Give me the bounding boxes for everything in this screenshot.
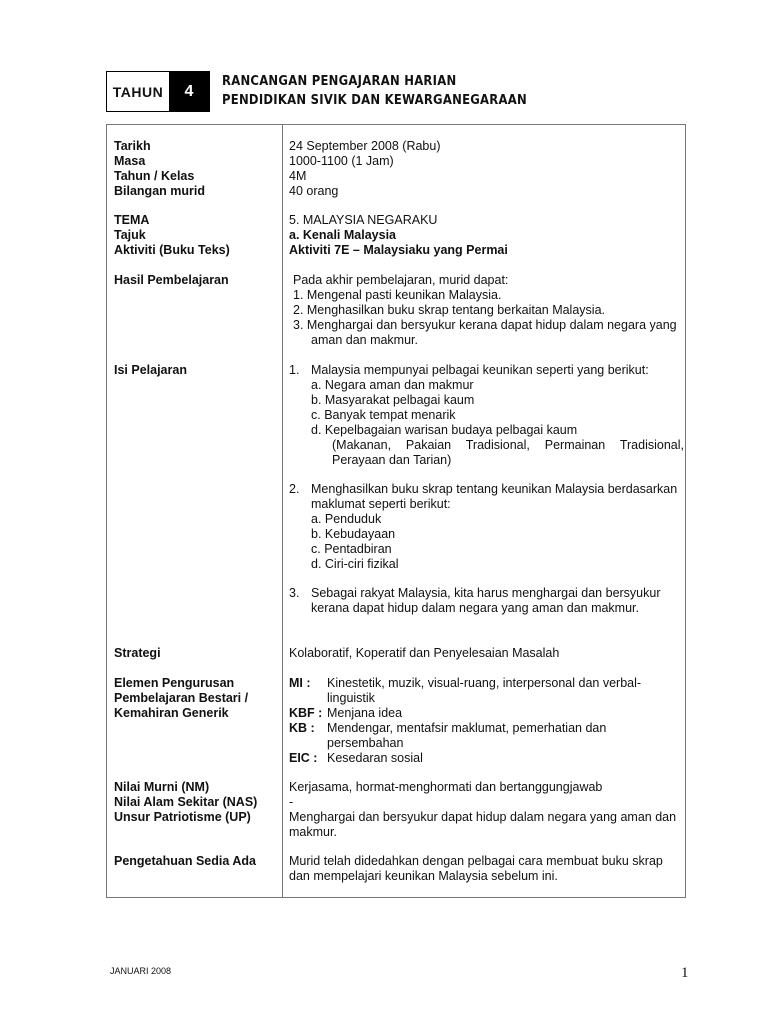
isi-p1-item-c: c. Banyak tempat menarik [311,408,456,422]
isi-p1-extra-2: Perayaan dan Tarian) [332,453,452,467]
kb-key: KB : [289,721,315,735]
strategi-label: Strategi [114,646,161,660]
mi-value-1: Kinestetik, muzik, visual-ruang, interpersonal dan verbal- [327,676,642,690]
isi-p3-text-1: Sebagai rakyat Malaysia, kita harus menghargai dan bersyukur [311,586,661,600]
document-title [222,72,527,110]
masa-value: 1000-1100 (1 Jam) [289,154,394,168]
isi-p1-text: Malaysia mempunyai pelbagai keunikan seperti yang berikut: [311,363,649,377]
murid-value: 40 orang [289,184,339,198]
eic-key: EIC : [289,751,318,765]
masa-label: Masa [114,154,146,168]
column-divider [282,124,283,898]
nas-value: - [289,795,294,809]
kelas-value: 4M [289,169,307,183]
hasil-item-2: 2. Menghasilkan buku skrap tentang berkaitan Malaysia. [293,303,605,317]
isi-p2-item-c: c. Pentadbiran [311,542,392,556]
year-box [106,71,210,112]
mi-value-2: linguistik [327,691,375,705]
aktiviti-label: Aktiviti (Buku Teks) [114,243,230,257]
up-value-1: Menghargai dan bersyukur dapat hidup dalam negara yang aman dan [289,810,677,824]
year-label: TAHUN [112,83,164,100]
footer-date: JANUARI 2008 [110,966,172,976]
tajuk-value: a. Kenali Malaysia [289,228,397,242]
tarikh-label: Tarikh [114,139,151,153]
isi-p2-text-2: maklumat seperti berikut: [311,497,451,511]
isi-p3-num: 3. [289,586,300,600]
isi-p3-text-2: kerana dapat hidup dalam negara yang aman dan makmur. [311,601,639,615]
elemen-label-2: Pembelajaran Bestari / [114,691,249,705]
tajuk-label: Tajuk [114,228,146,242]
up-label: Unsur Patriotisme (UP) [114,810,251,824]
page-number: 1 [681,965,689,981]
isi-label: Isi Pelajaran [114,363,187,377]
isi-p1-extra-1: (Makanan, Pakaian Tradisional, Permainan Tradisional, [332,438,684,452]
elemen-label-1: Elemen Pengurusan [114,676,235,690]
up-value-2: makmur. [289,825,337,839]
isi-p2-item-d: d. Ciri-ciri fizikal [311,557,399,571]
nm-label: Nilai Murni (NM) [114,780,210,794]
nas-label: Nilai Alam Sekitar (NAS) [114,795,258,809]
tarikh-value: 24 September 2008 (Rabu) [289,139,441,153]
pengetahuan-value-2: dan mempelajari keunikan Malaysia sebelum ini. [289,869,558,883]
kb-value-2: persembahan [327,736,404,750]
murid-label: Bilangan murid [114,184,205,198]
isi-p1-num: 1. [289,363,300,377]
isi-p2-item-a: a. Penduduk [311,512,382,526]
title-line-1: RANCANGAN PENGAJARAN HARIAN [222,73,457,89]
eic-value: Kesedaran sosial [327,751,423,765]
isi-p1-item-a: a. Negara aman dan makmur [311,378,474,392]
hasil-item-1: 1. Mengenal pasti keunikan Malaysia. [293,288,502,302]
elemen-label-3: Kemahiran Generik [114,706,229,720]
title-line-2: PENDIDIKAN SIVIK DAN KEWARGANEGARAAN [222,92,527,108]
hasil-intro: Pada akhir pembelajaran, murid dapat: [293,273,509,287]
pengetahuan-value-1: Murid telah didedahkan dengan pelbagai cara membuat buku skrap [289,854,663,868]
hasil-label: Hasil Pembelajaran [114,273,229,287]
isi-p1-item-d: d. Kepelbagaian warisan budaya pelbagai kaum [311,423,578,437]
isi-p2-item-b: b. Kebudayaan [311,527,396,541]
kb-value-1: Mendengar, mentafsir maklumat, pemerhatian dan [327,721,607,735]
kbf-key: KBF : [289,706,323,720]
isi-p1-item-b: b. Masyarakat pelbagai kaum [311,393,475,407]
kbf-value: Menjana idea [327,706,403,720]
tema-label: TEMA [114,213,150,227]
kelas-label: Tahun / Kelas [114,169,195,183]
strategi-value: Kolaboratif, Koperatif dan Penyelesaian Masalah [289,646,560,660]
hasil-item-3: 3. Menghargai dan bersyukur kerana dapat hidup dalam negara yang [293,318,677,332]
aktiviti-value: Aktiviti 7E – Malaysiaku yang Permai [289,243,508,257]
isi-p2-num: 2. [289,482,300,496]
isi-p2-text-1: Menghasilkan buku skrap tentang keunikan Malaysia berdasarkan [311,482,678,496]
pengetahuan-label: Pengetahuan Sedia Ada [114,854,256,868]
year-value: 4 [169,72,209,111]
tema-value: 5. MALAYSIA NEGARAKU [289,213,438,227]
mi-key: MI : [289,676,311,690]
hasil-item-3-cont: aman dan makmur. [311,333,418,347]
nm-value: Kerjasama, hormat-menghormati dan bertanggungjawab [289,780,603,794]
